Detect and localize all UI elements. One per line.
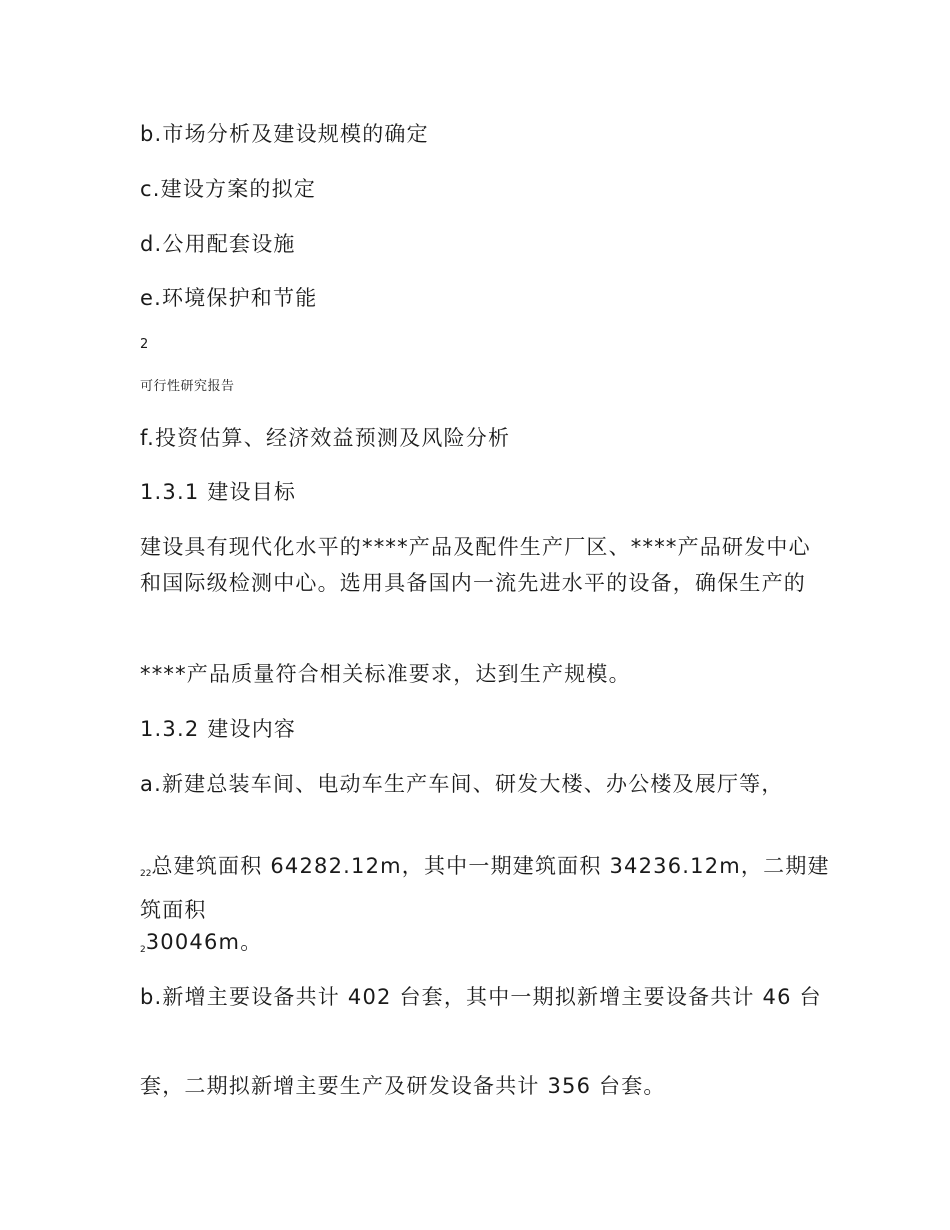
- list-item-b-equipment: b.新增主要设备共计 402 台套，其中一期拟新增主要设备共计 46 台: [140, 985, 822, 1009]
- section-heading-131: 1.3.1 建设目标: [140, 480, 297, 504]
- list-item-a-construction: a.新建总装车间、电动车生产车间、研发大楼、办公楼及展厅等，: [140, 772, 784, 796]
- list-item-e: e.环境保护和节能: [140, 286, 318, 310]
- area2-text: 30046m。: [145, 930, 263, 954]
- paragraph-goal-cont: ****产品质量符合相关标准要求，达到生产规模。: [140, 662, 631, 686]
- paragraph-goal: 建设具有现代化水平的****产品及配件生产厂区、****产品研发中心和国际级检测中心。选用具备国内一流先进水平的设备，确保生产的: [140, 535, 811, 595]
- running-header: 可行性研究报告: [140, 379, 235, 394]
- superscript-marker: 2: [140, 945, 146, 955]
- list-item-f: f.投资估算、经济效益预测及风险分析: [140, 426, 511, 450]
- paragraph-area: [140, 848, 830, 928]
- area-text: 总建筑面积 64282.12m，其中一期建筑面积 34236.12m，二期建筑面积: [140, 854, 830, 922]
- paragraph-area-cont: [140, 924, 830, 968]
- page-number: 2: [140, 337, 149, 352]
- list-item-b-equipment-cont: 套，二期拟新增主要生产及研发设备共计 356 台套。: [140, 1074, 666, 1098]
- superscript-marker: 22: [140, 869, 152, 879]
- list-item-c: c.建设方案的拟定: [140, 177, 317, 201]
- section-heading-132: 1.3.2 建设内容: [140, 717, 297, 741]
- list-item-d: d.公用配套设施: [140, 232, 296, 256]
- list-item-b: b.市场分析及建设规模的确定: [140, 122, 429, 146]
